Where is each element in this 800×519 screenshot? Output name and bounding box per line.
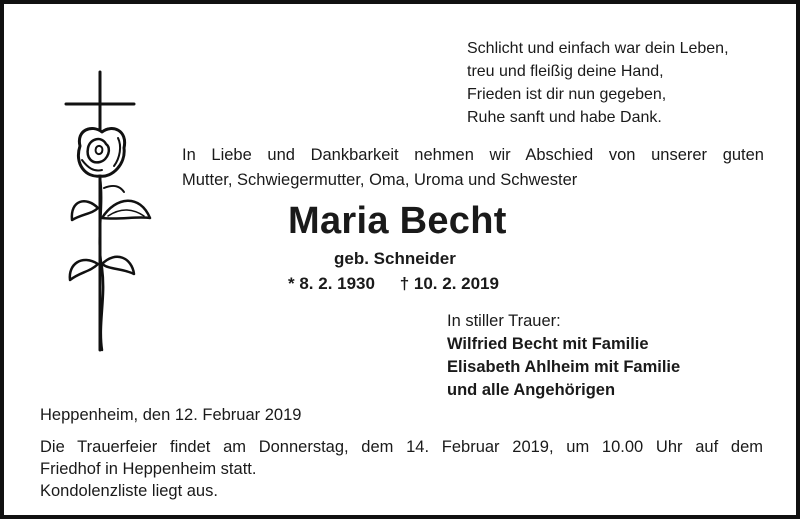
birth-date: * 8. 2. 1930	[288, 274, 375, 293]
intro-line: In Liebe und Dankbarkeit nehmen wir Abschied von unserer guten	[182, 146, 764, 164]
cross-with-rose-icon	[58, 68, 162, 352]
death-date: † 10. 2. 2019	[399, 274, 499, 293]
mourner-line: und alle Angehörigen	[447, 381, 616, 399]
mourners	[447, 310, 680, 402]
mourner-line: Elisabeth Ahlheim mit Familie	[447, 358, 681, 376]
deceased-name: Maria Becht	[288, 200, 507, 242]
funeral-line: Friedhof in Heppenheim statt.	[40, 460, 257, 478]
poem	[467, 37, 729, 129]
poem-line: Frieden ist dir nun gegeben,	[467, 86, 667, 103]
birth-name: geb. Schneider	[334, 249, 456, 268]
intro-line: Mutter, Schwiegermutter, Oma, Uroma und Schwester	[182, 171, 578, 189]
poem-line: Schlicht und einfach war dein Leben,	[467, 40, 729, 57]
funeral-line: Kondolenzliste liegt aus.	[40, 482, 218, 500]
funeral-line: Die Trauerfeier findet am Donnerstag, dem 14. Februar 2019, um 10.00 Uhr auf dem	[40, 438, 763, 456]
mourner-line: Wilfried Becht mit Familie	[447, 335, 649, 353]
poem-line: Ruhe sanft und habe Dank.	[467, 109, 662, 126]
mourners-heading: In stiller Trauer:	[447, 312, 561, 330]
life-dates	[288, 274, 519, 294]
place-date: Heppenheim, den 12. Februar 2019	[40, 406, 302, 424]
poem-line: treu und fleißig deine Hand,	[467, 63, 664, 80]
funeral-notice	[40, 436, 763, 502]
intro-text	[182, 143, 764, 193]
